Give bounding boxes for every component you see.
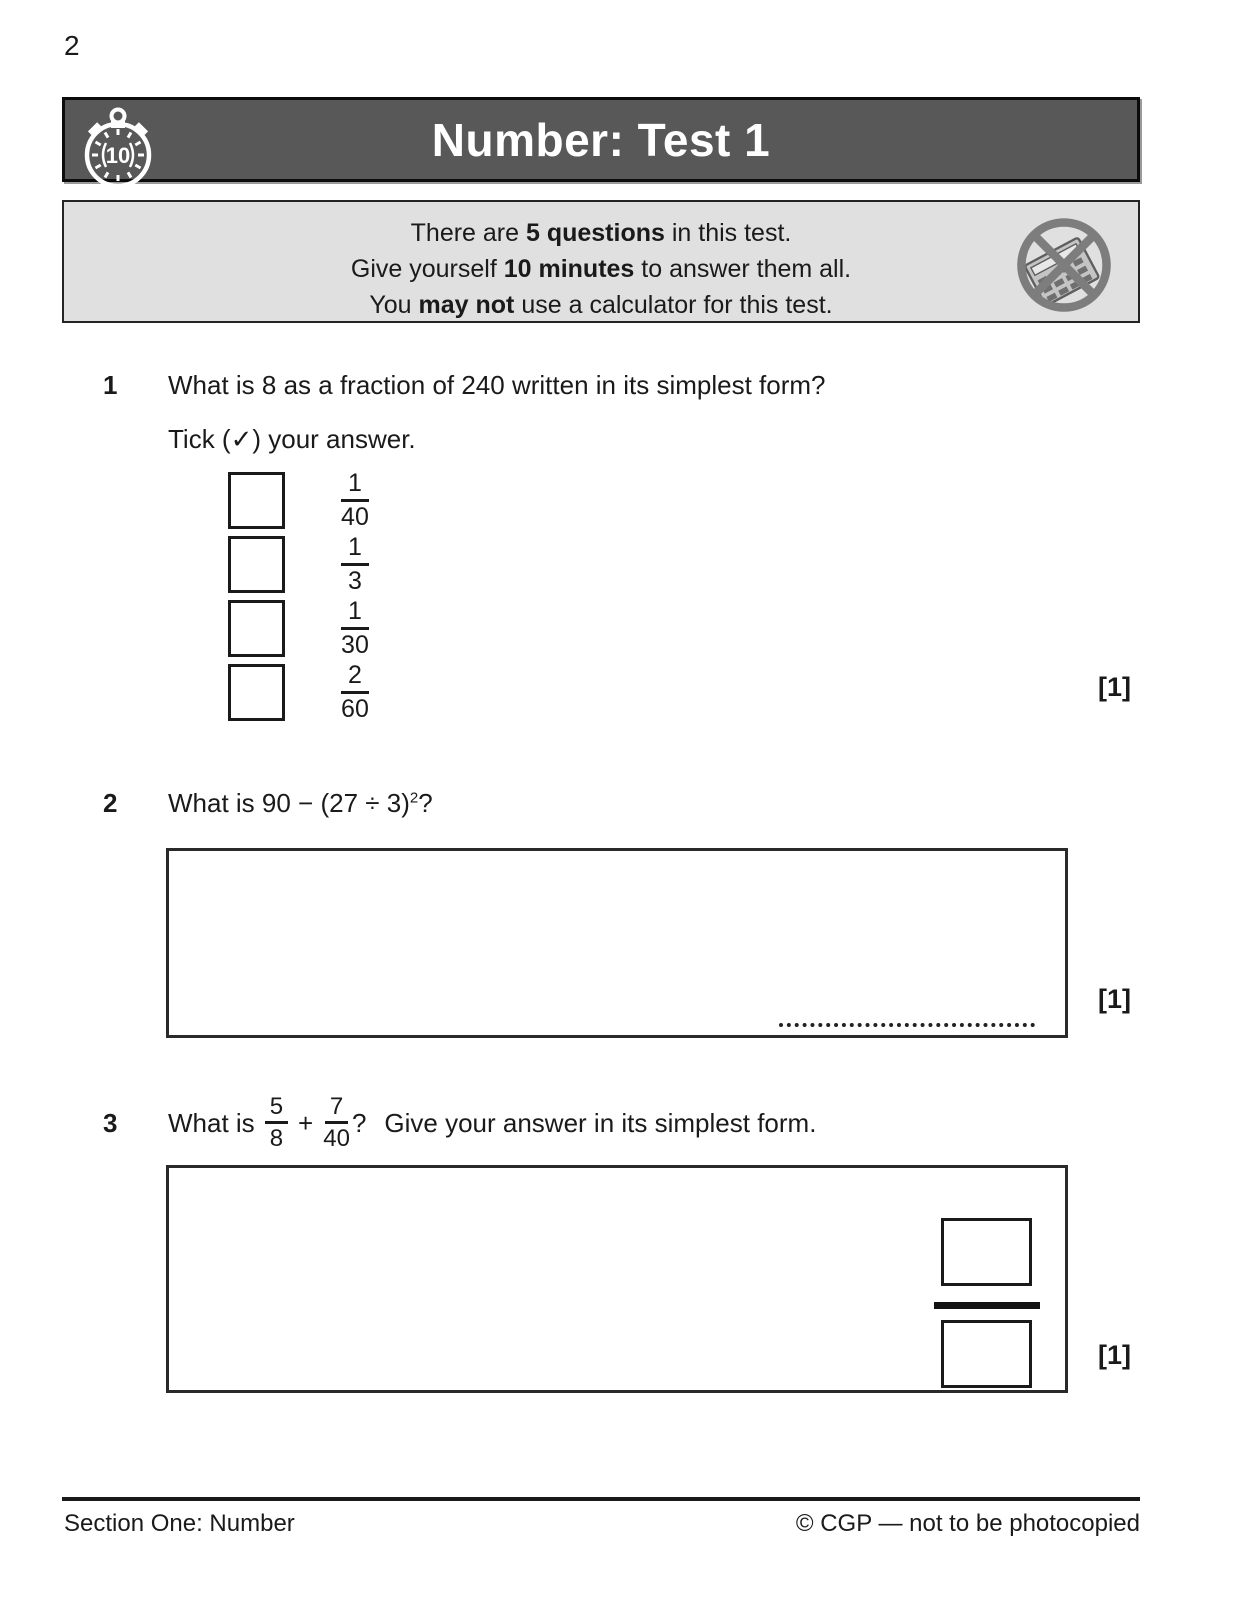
instruction-line-3: You may not use a calculator for this test. (369, 291, 833, 319)
tick-checkbox-1[interactable] (228, 472, 285, 529)
fraction-bar (934, 1302, 1040, 1309)
footer-copyright: © CGP — not to be photocopied (795, 1510, 1140, 1537)
answer-line[interactable] (779, 1023, 1035, 1027)
option-fraction: $\frac{1}{3}$ (341, 534, 369, 595)
timer-minutes: 10 (105, 143, 131, 168)
tick-checkbox-4[interactable] (228, 664, 285, 721)
question-3-number: 3 (103, 1108, 118, 1138)
footer-divider (62, 1497, 1140, 1501)
question-1-text: What is 8 as a fraction of 240 written in its simplest form? (168, 370, 826, 400)
option-fraction: $\frac{1}{40}$ (341, 469, 369, 531)
instruction-line-2: Give yourself 10 minutes to answer them all. (350, 255, 852, 283)
question-3-answer-box[interactable] (166, 1165, 1068, 1393)
question-1-marks: [1] (1098, 672, 1131, 702)
question-3-text: What is $\frac{5}{8}$ + $\frac{7}{40}$ ? Give your answer in its simplest form. (168, 1093, 817, 1152)
stopwatch-icon (77, 102, 159, 190)
tick-checkbox-3[interactable] (228, 600, 285, 657)
fraction-5-8: $\frac{5}{8}$ (265, 1094, 288, 1152)
fraction-denominator-box[interactable] (941, 1320, 1032, 1388)
option-row (228, 597, 369, 659)
fraction-numerator-box[interactable] (941, 1218, 1032, 1286)
option-row (228, 533, 369, 595)
question-1-instruction: Tick (✓) your answer. (168, 424, 416, 454)
no-calculator-icon (1012, 213, 1116, 317)
question-1-options (228, 469, 369, 728)
question-2-answer-box[interactable] (166, 848, 1068, 1038)
instruction-line-1: There are 5 questions in this test. (410, 219, 792, 247)
option-row (228, 661, 369, 723)
question-1-number: 1 (103, 370, 118, 400)
option-fraction: $\frac{2}{60}$ (341, 661, 369, 723)
option-fraction: $\frac{1}{30}$ (341, 597, 369, 659)
option-row (228, 469, 369, 531)
footer-section-label: Section One: Number (64, 1510, 295, 1537)
question-2-text: What is $90 - (27 \div 3)^2$? (168, 788, 433, 818)
question-2-number: 2 (103, 788, 118, 818)
question-2-marks: [1] (1098, 984, 1131, 1014)
plus-operator: + (298, 1107, 314, 1138)
test-instructions-box (62, 200, 1140, 323)
tick-checkbox-2[interactable] (228, 536, 285, 593)
page-number: 2 (64, 30, 80, 61)
fraction-7-40: $\frac{7}{40}$ (323, 1093, 350, 1152)
test-title: Number: Test 1 (431, 113, 771, 166)
test-header (62, 97, 1140, 182)
question-3-marks: [1] (1098, 1340, 1131, 1370)
